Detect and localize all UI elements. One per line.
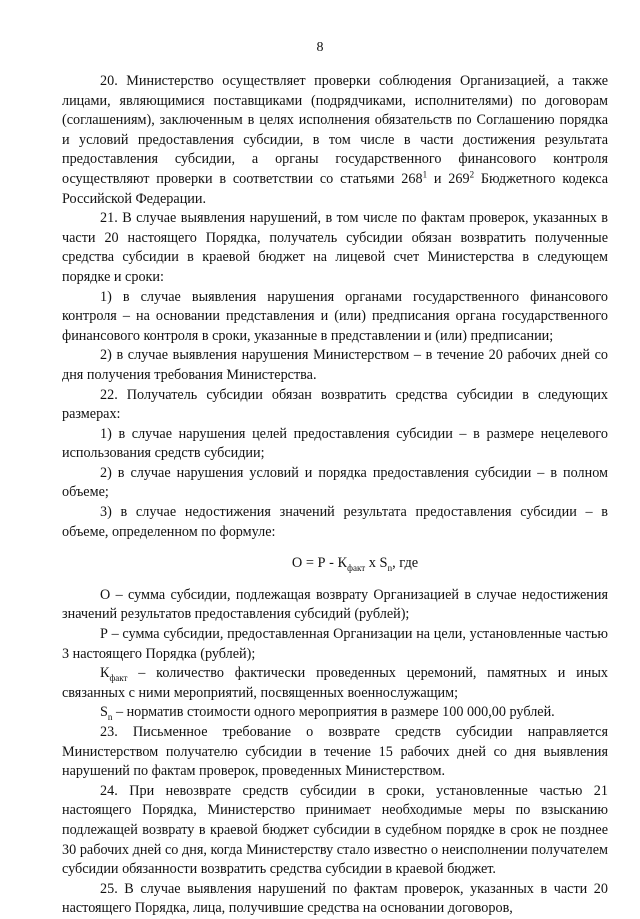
definition-p: Р – сумма субсидии, предоставленная Организации на цели, установленные частью 3 настоящего Порядка (рублей); [62,626,608,662]
definition-s: $S_n$ – норматив стоимости одного мероприятия в размере 100 000,00 рублей. [100,704,555,723]
paragraph-23: 23. Письменное требование о возврате средств субсидии направляется Министерством получателю субсидии в течение 15 рабочих дней со дня выявления нарушений по фактам проверок, проведенных Министерством. [62,724,608,780]
footnote-mark: 1 [422,169,428,180]
document-body [62,72,608,919]
footnote-mark: 2 [469,169,475,180]
paragraph-20 [62,72,608,209]
paragraph-22-item-2: 2) в случае нарушения условий и порядка предоставления субсидии – в полном объеме; [62,464,608,501]
paragraph-20-mid: и 269 [427,170,470,187]
page-number: 8 [316,40,324,55]
formula: $О = Р - К_{факт}$ x $S_n$, где [291,555,419,574]
paragraph-22-item-1: 1) в случае нарушения целей предоставления субсидии – в размере нецелевого использования средств субсидии; [62,425,608,462]
paragraph-20-end: Бюджетного кодекса Российской Федерации. [62,170,608,207]
paragraph-25: 25. В случае выявления нарушений по фактам проверок, указанных в части 20 настоящего Порядка, лица, получившие средства на основании договоров, [62,880,608,917]
paragraph-21-item-1: 1) в случае выявления нарушения органами государственного финансового контроля – на основании представления и (или) предписания органа государственного финансового контроля в сроки, указанные в представлении и (или) предписании; [62,288,608,344]
definition-o: О – сумма субсидии, подлежащая возврату Организацией в случае недостижения значений результатов предоставления субсидий (рублей); [62,586,608,623]
paragraph-20-text: 20. Министерство осуществляет проверки соблюдения Организацией, а также лицами, являющимися поставщиками (подрядчиками, исполнителями) по договорам (соглашениям), заключенным в целях исполнения обязательств по Соглашению порядка и условий предоставления субсидии, в том числе в части достижения результата предоставления субсидии, а органы государственного финансового контроля осуществляют проверки в соответствии со статьями 268 [62,73,608,187]
paragraph-21-item-2: 2) в случае выявления нарушения Министерством – в течение 20 рабочих дней со дня получения требования Министерства. [62,347,608,383]
paragraph-22: 22. Получатель субсидии обязан возвратить средства субсидии в следующих размерах: [62,386,608,423]
paragraph-22-item-3: 3) в случае недостижения значений результата предоставления субсидии – в объеме, определенном по формуле: [62,504,608,540]
paragraph-21: 21. В случае выявления нарушений, в том числе по фактам проверок, указанных в части 20 настоящего Порядка, получатель субсидии обязан возвратить полученные средства субсидии в краевой бюджет на лицевой счет Министерства в следующем порядке и сроки: [62,210,608,285]
paragraph-24: 24. При невозврате средств субсидии в сроки, установленные частью 21 настоящего Порядка, Министерство принимает необходимые меры по взысканию подлежащей возврату в краевой бюджет субсидии в судебном порядке в срок не позднее 30 рабочих дней со дня, когда Министерству стало известно о неисполнении получателем субсидии обязанности возвратить средства субсидии в краевой бюджет. [62,782,608,878]
definition-k: $К_{факт}$ – количество фактически проведенных церемоний, памятных и иных связанных с ними мероприятий, посвященных военнослужащим; [62,665,608,701]
